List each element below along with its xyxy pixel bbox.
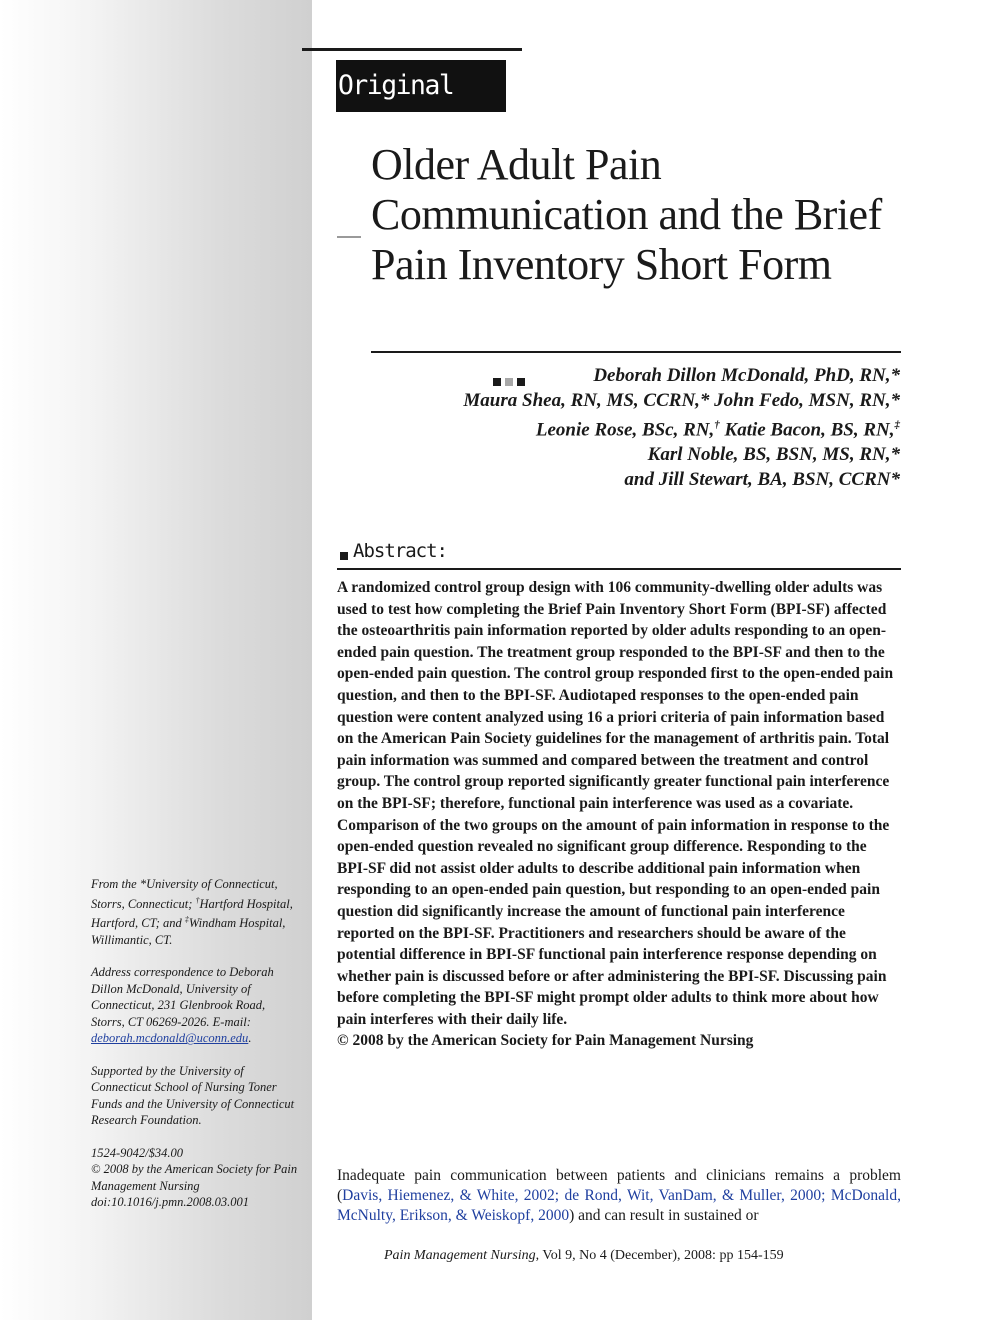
journal-name: Pain Management Nursing xyxy=(384,1248,536,1263)
affiliations: From the *University of Connecticut, Storrs, Connecticut; †Hartford Hospital, Hartford, CT; and ‡Windham Hospital, Willimantic, CT. xyxy=(91,877,293,947)
author: Leonie Rose, BSc, RN, xyxy=(535,419,715,441)
author-list xyxy=(340,363,900,492)
abstract-marker xyxy=(340,552,348,560)
author-line xyxy=(340,467,900,492)
dagger-mark: † xyxy=(195,895,200,905)
author-line xyxy=(340,363,900,388)
abstract-heading: Abstract: xyxy=(353,540,447,562)
publication-info xyxy=(91,1145,301,1211)
author: and Jill Stewart, BA, BSN, CCRN* xyxy=(624,469,900,491)
author-line xyxy=(340,442,900,467)
title-rule xyxy=(371,351,901,353)
abstract-body: A randomized control group design with 106 community-dwelling older adults was used to test how completing the Brief Pain Inventory Short Form (BPI-SF) affected the osteoarthritis pain information reported by older adults responding to an open-ended pain question. The treatment group responded to the BPI-SF and then to the open-ended pain question. The control group responded first to the open-ended pain question, and then to the BPI-SF. Audiotaped responses to the open-ended pain question were content analyzed using 16 a priori criteria of pain information based on the American Pain Society guidelines for the management of arthritis pain. Total pain information was summed and compared between the treatment and control group. The control group reported significantly greater functional pain interference on the BPI-SF; therefore, functional pain interference was used as a covariate. Comparison of the two groups on the amount of pain information in response to the open-ended question revealed no significant group difference. Responding to the BPI-SF did not assist older adults to describe additional pain information when responding to an open-ended pain question, but responding to an open-ended pain question did significantly increase the amount of functional pain interference reported on the BPI-SF. Practitioners and researchers should be aware of the potential difference in BPI-SF functional pain interference response depending on whether pain is discussed before or after administering the BPI-SF. Discussing pain before completing the BPI-SF might prompt older adults to think more about how pain interferes with their daily life. xyxy=(337,579,894,1028)
abstract-rule xyxy=(337,568,901,570)
doi: doi:10.1016/j.pmn.2008.03.001 xyxy=(91,1195,249,1210)
header-rule xyxy=(302,48,522,51)
citation-link[interactable]: Davis, Hiemenez, & White, 2002; de Rond, Wit, VanDam, & Muller, 2000; McDonald, McNulty, Erikson, & Weiskopf, 2000 xyxy=(337,1187,901,1224)
abstract-copyright: © 2008 by the American Society for Pain Management Nursing xyxy=(337,1032,754,1050)
author: Karl Noble, BS, BSN, MS, RN,* xyxy=(647,444,900,466)
funding-note: Supported by the University of Connecticut School of Nursing Toner Funds and the University of Connecticut Research Foundation. xyxy=(91,1063,295,1128)
sidebar-copyright: © 2008 by the American Society for Pain Management Nursing xyxy=(91,1162,298,1193)
page-footer xyxy=(384,1248,904,1264)
double-dagger-mark: ‡ xyxy=(184,915,189,925)
issn-price: 1524-9042/$34.00 xyxy=(91,1145,184,1160)
author: Deborah Dillon McDonald, PhD, RN,* xyxy=(593,365,900,386)
email-link[interactable]: deborah.mcdonald@uconn.edu xyxy=(91,1031,249,1046)
article-type-label: Original Article xyxy=(336,60,506,112)
dagger-mark: † xyxy=(714,419,720,431)
author: Maura Shea, RN, MS, CCRN,* John Fedo, MSN, RN,* xyxy=(463,390,900,411)
author: Katie Bacon, BS, RN, xyxy=(719,419,895,441)
title-dash xyxy=(337,236,361,238)
abstract-section xyxy=(337,577,901,1052)
double-dagger-mark: ‡ xyxy=(894,419,900,431)
correspondence: Address correspondence to Deborah Dillon McDonald, University of Connecticut, 231 Glenbrook Road, Storrs, CT 06269-2026. E-mail: deborah.mcdonald@uconn.edu. xyxy=(91,965,274,1046)
journal-citation: , Vol 9, No 4 (December), 2008: pp 154-159 xyxy=(535,1248,784,1263)
author-line xyxy=(340,413,900,442)
body-paragraph: Inadequate pain communication between patients and clinicians remains a problem (Davis, Hiemenez, & White, 2002; de Rond, Wit, VanDam, & Muller, 2000; McDonald, McNulty, Erikson, & Weiskopf, 2000) and can result in sustained or xyxy=(337,1167,901,1224)
article-title: Older Adult Pain Communication and the Brief Pain Inventory Short Form xyxy=(371,140,882,289)
sidebar-notes xyxy=(91,876,301,1227)
author-line xyxy=(340,388,900,413)
